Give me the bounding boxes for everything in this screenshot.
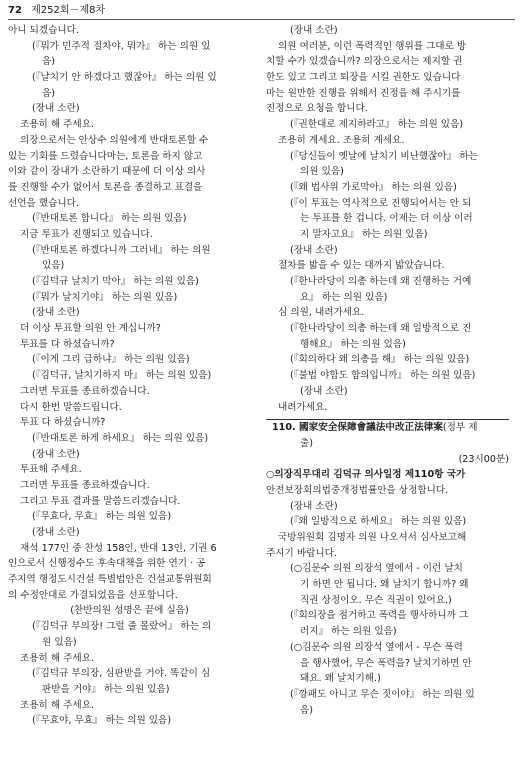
text-line: (『깡패도 아니고 무슨 짓이야』 하는 의원 있	[290, 688, 475, 700]
text-line: 내려가세요.	[278, 401, 328, 413]
text-line: 그러면 투표를 종료하겠습니다.	[20, 479, 150, 491]
text-line: 국방위원회 김명자 의원 나오셔서 심사보고해	[278, 532, 467, 543]
text-line: 음)	[42, 56, 56, 68]
text-line: 기 하면 안 됩니다. 왜 날치기 합니까? 왜	[300, 579, 469, 591]
text-line: (장내 소란)	[290, 500, 338, 512]
bill-suffix: (정부 제	[442, 422, 478, 434]
text-line: (장내 소란)	[32, 448, 80, 460]
bill-title: 國家安全保障會議法中改正法律案	[299, 422, 443, 434]
text-line: 러지』 하는 의원 있음)	[300, 626, 397, 638]
text-line: 이와 같이 장내가 소란하기 때문에 더 이상 의사	[8, 166, 206, 178]
text-line: 행해요』 하는 의원 있음)	[300, 338, 406, 350]
text-line: 지 말자고요』 하는 의원 있음)	[300, 228, 428, 240]
text-line: (장내 소란)	[32, 103, 80, 115]
text-line: (『이 투표는 역사적으로 진행되어서는 안 되	[290, 197, 472, 209]
text-line: 안전보장회의법중개정법률안을 상정합니다.	[266, 484, 449, 496]
text-line: (『뭐가 날치기야』 하는 의원 있음)	[32, 291, 178, 303]
text-line: 는 투표를 한 겁니다. 이제는 더 이상 이러	[300, 213, 473, 225]
text-line: (○김문수 의원 의장석 옆에서 - 무슨 폭력	[290, 641, 463, 653]
text-line: 절차를 밟을 수 있는 대까지 밟았습니다.	[278, 260, 445, 272]
right-column-top	[266, 23, 509, 415]
text-line: 조용히 해 주세요.	[20, 119, 95, 131]
text-line: (『이게 그리 급하냐』 하는 의원 있음)	[32, 354, 190, 366]
text-line: (『권한대로 제지하라고』 하는 의원 있음)	[290, 119, 464, 131]
page-header	[8, 3, 515, 20]
text-line: 있는 기회를 드렸습니다마는, 토론을 하지 않고	[8, 150, 203, 162]
text-line: (『무효다, 무효』 하는 의원 있음)	[32, 511, 172, 523]
text-line: 돼요. 왜 날치기해.)	[300, 673, 381, 685]
text-line: (『김덕규 날치기 막아』 하는 의원 있음)	[32, 276, 199, 287]
text-line: (『반대토론 하게 하세요』 하는 의원 있음)	[32, 432, 209, 444]
text-line: 조용히 해 주세요.	[20, 652, 95, 664]
text-line: (찬반의원 성명은 끝에 실음)	[70, 605, 189, 617]
text-line: (『회의장을 점거하고 폭력을 행사하니까 그	[290, 610, 469, 622]
text-line: ○의장직무대리 김덕규 의사일정 제110항 국가	[266, 469, 466, 481]
text-line: 그리고 투표 결과를 말씀드리겠습니다.	[20, 495, 181, 507]
text-line: 치할 수가 있겠습니까? 의장으로서는 제지할 권	[266, 56, 463, 68]
text-line: 아니 되겠습니다.	[8, 25, 79, 36]
text-line: (○김문수 의원 의장석 옆에서 - 이런 날치	[290, 563, 463, 575]
right-column-bottom	[266, 467, 509, 718]
text-line: (『반대토론 하겠다니까 그러네』 하는 의원	[32, 244, 211, 256]
text-line: 를 진행할 수가 없어서 토론을 종결하고 표결을	[8, 181, 203, 193]
text-line: 더 이상 투표할 의원 안 계십니까?	[20, 323, 161, 335]
right-column	[266, 23, 509, 718]
text-line: 있음)	[42, 260, 65, 272]
text-line: (『회의하다 왜 의총을 해』 하는 의원 있음)	[290, 354, 470, 366]
text-line: 다시 한번 말씀드립니다.	[20, 401, 122, 413]
text-line: (『한나라당이 의총 하는데 왜 진행하는 거예	[290, 276, 472, 287]
text-line: 주지역 행정도시건설 특별법안은 건설교통위원회	[8, 574, 212, 586]
bill-heading	[266, 420, 509, 436]
text-line: (『무효야, 무효』 하는 의원 있음)	[32, 715, 172, 727]
text-line: 판받을 거야』 하는 의원 있음)	[42, 683, 170, 695]
text-line: 음)	[42, 87, 56, 99]
text-line: 조용히 해 주세요.	[20, 699, 95, 711]
text-line: 의원 여러분, 이런 폭력적인 행위를 그대로 방	[278, 40, 467, 52]
text-line: 진정으로 요청을 합니다.	[266, 103, 368, 115]
text-line: 재석 177인 중 찬성 158인, 반대 13인, 기권 6	[20, 542, 217, 554]
page-number: 72	[8, 5, 22, 16]
text-line: 한도 있고 그리고 퇴장을 시킬 권한도 있습니다	[266, 72, 461, 84]
text-line: 의원 있음)	[300, 166, 344, 178]
text-line: 음)	[300, 704, 314, 716]
text-line: 그러면 투표를 종료하겠습니다.	[20, 385, 150, 397]
text-line: 의 수정안대로 가결되었음을 선포합니다.	[8, 589, 178, 601]
text-line: (『왜 일방적으로 하세요』 하는 의원 있음)	[290, 516, 467, 528]
text-line: (『날치기 안 하겠다고 했잖아』 하는 의원 있	[32, 72, 217, 84]
text-line: (『반대토론 합니다』 하는 의원 있음)	[32, 213, 187, 225]
text-line: 원 있음)	[42, 636, 77, 648]
text-line: (『김덕규 부의장! 그럴 줄 몰랐어』 하는 의	[32, 621, 212, 633]
text-line: 주시기 바랍니다.	[266, 547, 337, 559]
bill-number: 110.	[272, 422, 296, 434]
text-line: 심 의원, 내려가세요.	[278, 307, 365, 319]
text-line: 직권 상정이오. 무슨 직권이 있어요.)	[300, 594, 452, 606]
text-line: 을 행사했어, 무슨 폭력을? 날치기하면 안	[300, 657, 472, 669]
text-line: (장내 소란)	[32, 307, 80, 319]
text-line: 조용히 계세요. 조용히 계세요.	[278, 134, 405, 146]
text-line: 투표 다 하셨습니까?	[20, 417, 106, 429]
text-line: (장내 소란)	[290, 25, 338, 36]
text-line: (『뭐가 민주적 절차야, 뭐가』 하는 의원 있	[32, 40, 211, 52]
text-line: (장내 소란)	[32, 527, 80, 538]
bill-suffix-cont: 출)	[300, 437, 314, 449]
text-line: 지금 투표가 진행되고 있습니다.	[20, 228, 153, 240]
text-line: 선언을 했습니다.	[8, 197, 79, 209]
text-line: 인으로서 신행정수도 후속대책을 위한 연기 · 공	[8, 558, 206, 570]
bill-time: (23시00분)	[458, 453, 509, 465]
text-line: 요』 하는 의원 있음)	[300, 291, 388, 303]
left-column	[8, 23, 251, 729]
session-label: 제252회－제8차	[31, 5, 106, 16]
text-line: (장내 소란)	[300, 385, 348, 397]
text-line: (『왜 법사위 가로막아』 하는 의원 있음)	[290, 181, 457, 193]
text-line: (『불법 야합도 합의입니까』 하는 의원 있음)	[290, 370, 476, 382]
text-line: (『당신들이 옛날에 날치기 비난했잖아』 하는	[290, 150, 478, 162]
text-line: (『김덕규 부의장, 심판받을 거야. 똑같이 심	[32, 668, 211, 680]
text-line: 의장으로서는 안상수 의원에게 반대토론할 수	[20, 134, 209, 146]
text-line: 투표해 주세요.	[20, 464, 82, 476]
text-line: (『한나라당이 의총 하는데 왜 일방적으로 진	[290, 323, 472, 335]
text-line: (『김덕규, 날치기하지 마』 하는 의원 있음)	[32, 370, 212, 382]
text-line: 마는 원만한 진행을 위해서 진정을 해 주시기를	[266, 87, 461, 99]
text-line: 투표를 다 하셨습니까?	[20, 338, 115, 350]
text-line: (장내 소란)	[290, 244, 338, 256]
